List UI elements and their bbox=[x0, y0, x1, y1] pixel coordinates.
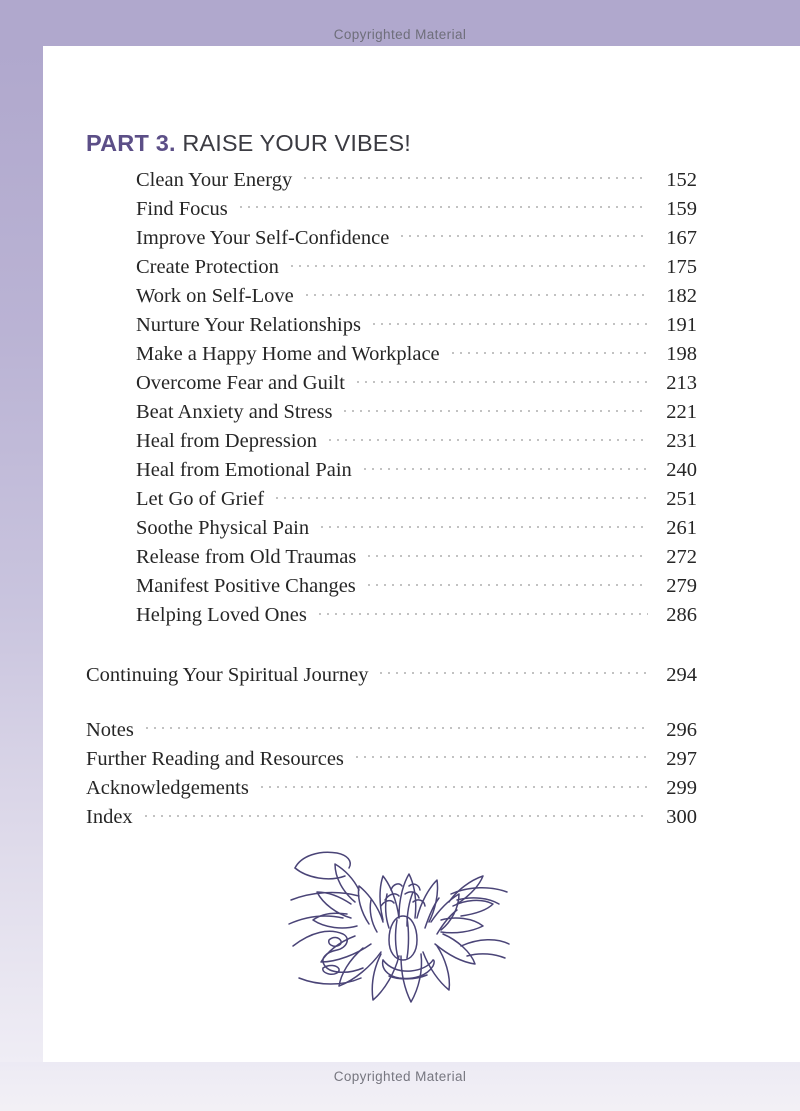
toc-entry[interactable] bbox=[43, 310, 697, 339]
toc-entry-title: Release from Old Traumas bbox=[136, 546, 357, 569]
dot-leader bbox=[354, 368, 648, 389]
toc-entry[interactable] bbox=[43, 427, 697, 456]
toc-entry[interactable] bbox=[43, 543, 697, 572]
toc-entry-title: Clean Your Energy bbox=[136, 168, 293, 191]
toc-entry-page: 297 bbox=[666, 747, 697, 770]
toc-entry-title: Let Go of Grief bbox=[136, 488, 265, 511]
dot-leader bbox=[365, 572, 648, 593]
toc-entry[interactable] bbox=[43, 485, 697, 514]
dot-leader bbox=[258, 773, 648, 794]
toc-entry-page: 279 bbox=[666, 575, 697, 598]
toc-entry[interactable] bbox=[43, 660, 697, 689]
toc-entry[interactable] bbox=[43, 223, 697, 252]
dot-leader bbox=[353, 744, 648, 765]
dot-leader bbox=[377, 660, 648, 681]
toc-entry[interactable] bbox=[43, 514, 697, 543]
toc-entry[interactable] bbox=[43, 456, 697, 485]
toc-entry-page: 221 bbox=[666, 401, 697, 423]
toc-entry-page: 213 bbox=[666, 371, 697, 394]
toc-entry-title: Heal from Depression bbox=[136, 430, 318, 453]
copyright-notice-top: Copyrighted Material bbox=[333, 27, 467, 42]
toc-entry-page: 240 bbox=[666, 459, 697, 482]
left-lavender-band bbox=[0, 46, 43, 1062]
toc-entry-page: 296 bbox=[666, 718, 697, 741]
dot-leader bbox=[237, 194, 648, 215]
toc-entry-title: Overcome Fear and Guilt bbox=[136, 371, 345, 394]
chapter-entry-list bbox=[43, 165, 697, 630]
toc-entry-title: Make a Happy Home and Workplace bbox=[136, 342, 440, 365]
copyright-notice-bottom: Copyrighted Material bbox=[333, 1069, 467, 1084]
toc-entry-page: 286 bbox=[666, 604, 697, 627]
toc-entry[interactable] bbox=[43, 572, 697, 601]
lotus-illustration bbox=[285, 828, 515, 1013]
toc-entry-page: 159 bbox=[666, 197, 697, 220]
toc-entry-title: Further Reading and Resources bbox=[86, 747, 344, 770]
toc-entry-page: 152 bbox=[666, 168, 697, 191]
toc-entry-title: Index bbox=[86, 805, 133, 828]
toc-entry-page: 300 bbox=[666, 805, 697, 828]
toc-entry-title: Manifest Positive Changes bbox=[136, 575, 356, 598]
toc-entry-title: Heal from Emotional Pain bbox=[136, 459, 352, 482]
dot-leader bbox=[143, 715, 648, 736]
toc-entry-page: 175 bbox=[666, 255, 697, 278]
toc-entry-title: Nurture Your Relationships bbox=[136, 313, 361, 336]
toc-entry-title: Soothe Physical Pain bbox=[136, 517, 310, 540]
toc-entry-title: Work on Self-Love bbox=[136, 284, 294, 307]
dot-leader bbox=[361, 456, 648, 477]
toc-entry[interactable] bbox=[43, 398, 697, 427]
dot-leader bbox=[316, 601, 648, 622]
toc-entry-title: Improve Your Self-Confidence bbox=[136, 226, 390, 249]
dot-leader bbox=[326, 427, 648, 448]
toc-entry-title: Create Protection bbox=[136, 255, 279, 278]
toc-entry[interactable] bbox=[43, 194, 697, 223]
dot-leader bbox=[318, 514, 648, 535]
toc-entry[interactable] bbox=[43, 744, 697, 773]
dot-leader bbox=[273, 485, 648, 506]
toc-entry[interactable] bbox=[43, 715, 697, 744]
dot-leader bbox=[398, 223, 648, 244]
toc-entry-title: Find Focus bbox=[136, 197, 228, 220]
toc-entry[interactable] bbox=[43, 165, 697, 194]
toc-entry[interactable] bbox=[43, 281, 697, 310]
dot-leader bbox=[301, 165, 648, 186]
toc-entry-page: 294 bbox=[666, 663, 697, 686]
toc-entry-page: 231 bbox=[666, 430, 697, 453]
section-gap bbox=[43, 689, 697, 715]
dot-leader bbox=[341, 398, 648, 419]
dot-leader bbox=[449, 339, 648, 360]
part-heading bbox=[43, 130, 697, 157]
toc-entry-page: 261 bbox=[666, 517, 697, 540]
toc-entry-page: 299 bbox=[666, 776, 697, 799]
backmatter-entry-list bbox=[43, 715, 697, 831]
section-gap bbox=[43, 630, 697, 660]
toc-entry[interactable] bbox=[43, 601, 697, 630]
toc-entry[interactable] bbox=[43, 773, 697, 802]
closing-entry-list bbox=[43, 660, 697, 689]
toc-entry-title: Acknowledgements bbox=[86, 776, 249, 799]
toc-entry-page: 251 bbox=[666, 488, 697, 511]
toc-entry-page: 191 bbox=[666, 313, 697, 336]
toc-entry-title: Continuing Your Spiritual Journey bbox=[86, 663, 369, 686]
part-number-label: PART 3. bbox=[86, 130, 176, 156]
toc-entry-title: Beat Anxiety and Stress bbox=[136, 401, 333, 423]
toc-entry-title: Notes bbox=[86, 718, 134, 741]
part-title: RAISE YOUR VIBES! bbox=[182, 130, 411, 156]
toc-entry[interactable] bbox=[43, 252, 697, 281]
toc-entry-page: 182 bbox=[666, 284, 697, 307]
dot-leader bbox=[370, 310, 648, 331]
toc-entry-page: 198 bbox=[666, 342, 697, 365]
toc-entry-title: Helping Loved Ones bbox=[136, 604, 307, 627]
toc-entry[interactable] bbox=[43, 368, 697, 397]
toc-entry-page: 272 bbox=[666, 546, 697, 569]
dot-leader bbox=[288, 252, 648, 273]
table-of-contents bbox=[43, 130, 697, 831]
dot-leader bbox=[142, 802, 648, 823]
toc-entry-page: 167 bbox=[666, 226, 697, 249]
dot-leader bbox=[365, 543, 648, 564]
toc-entry[interactable] bbox=[43, 339, 697, 368]
dot-leader bbox=[303, 281, 648, 302]
toc-entry[interactable] bbox=[43, 802, 697, 831]
